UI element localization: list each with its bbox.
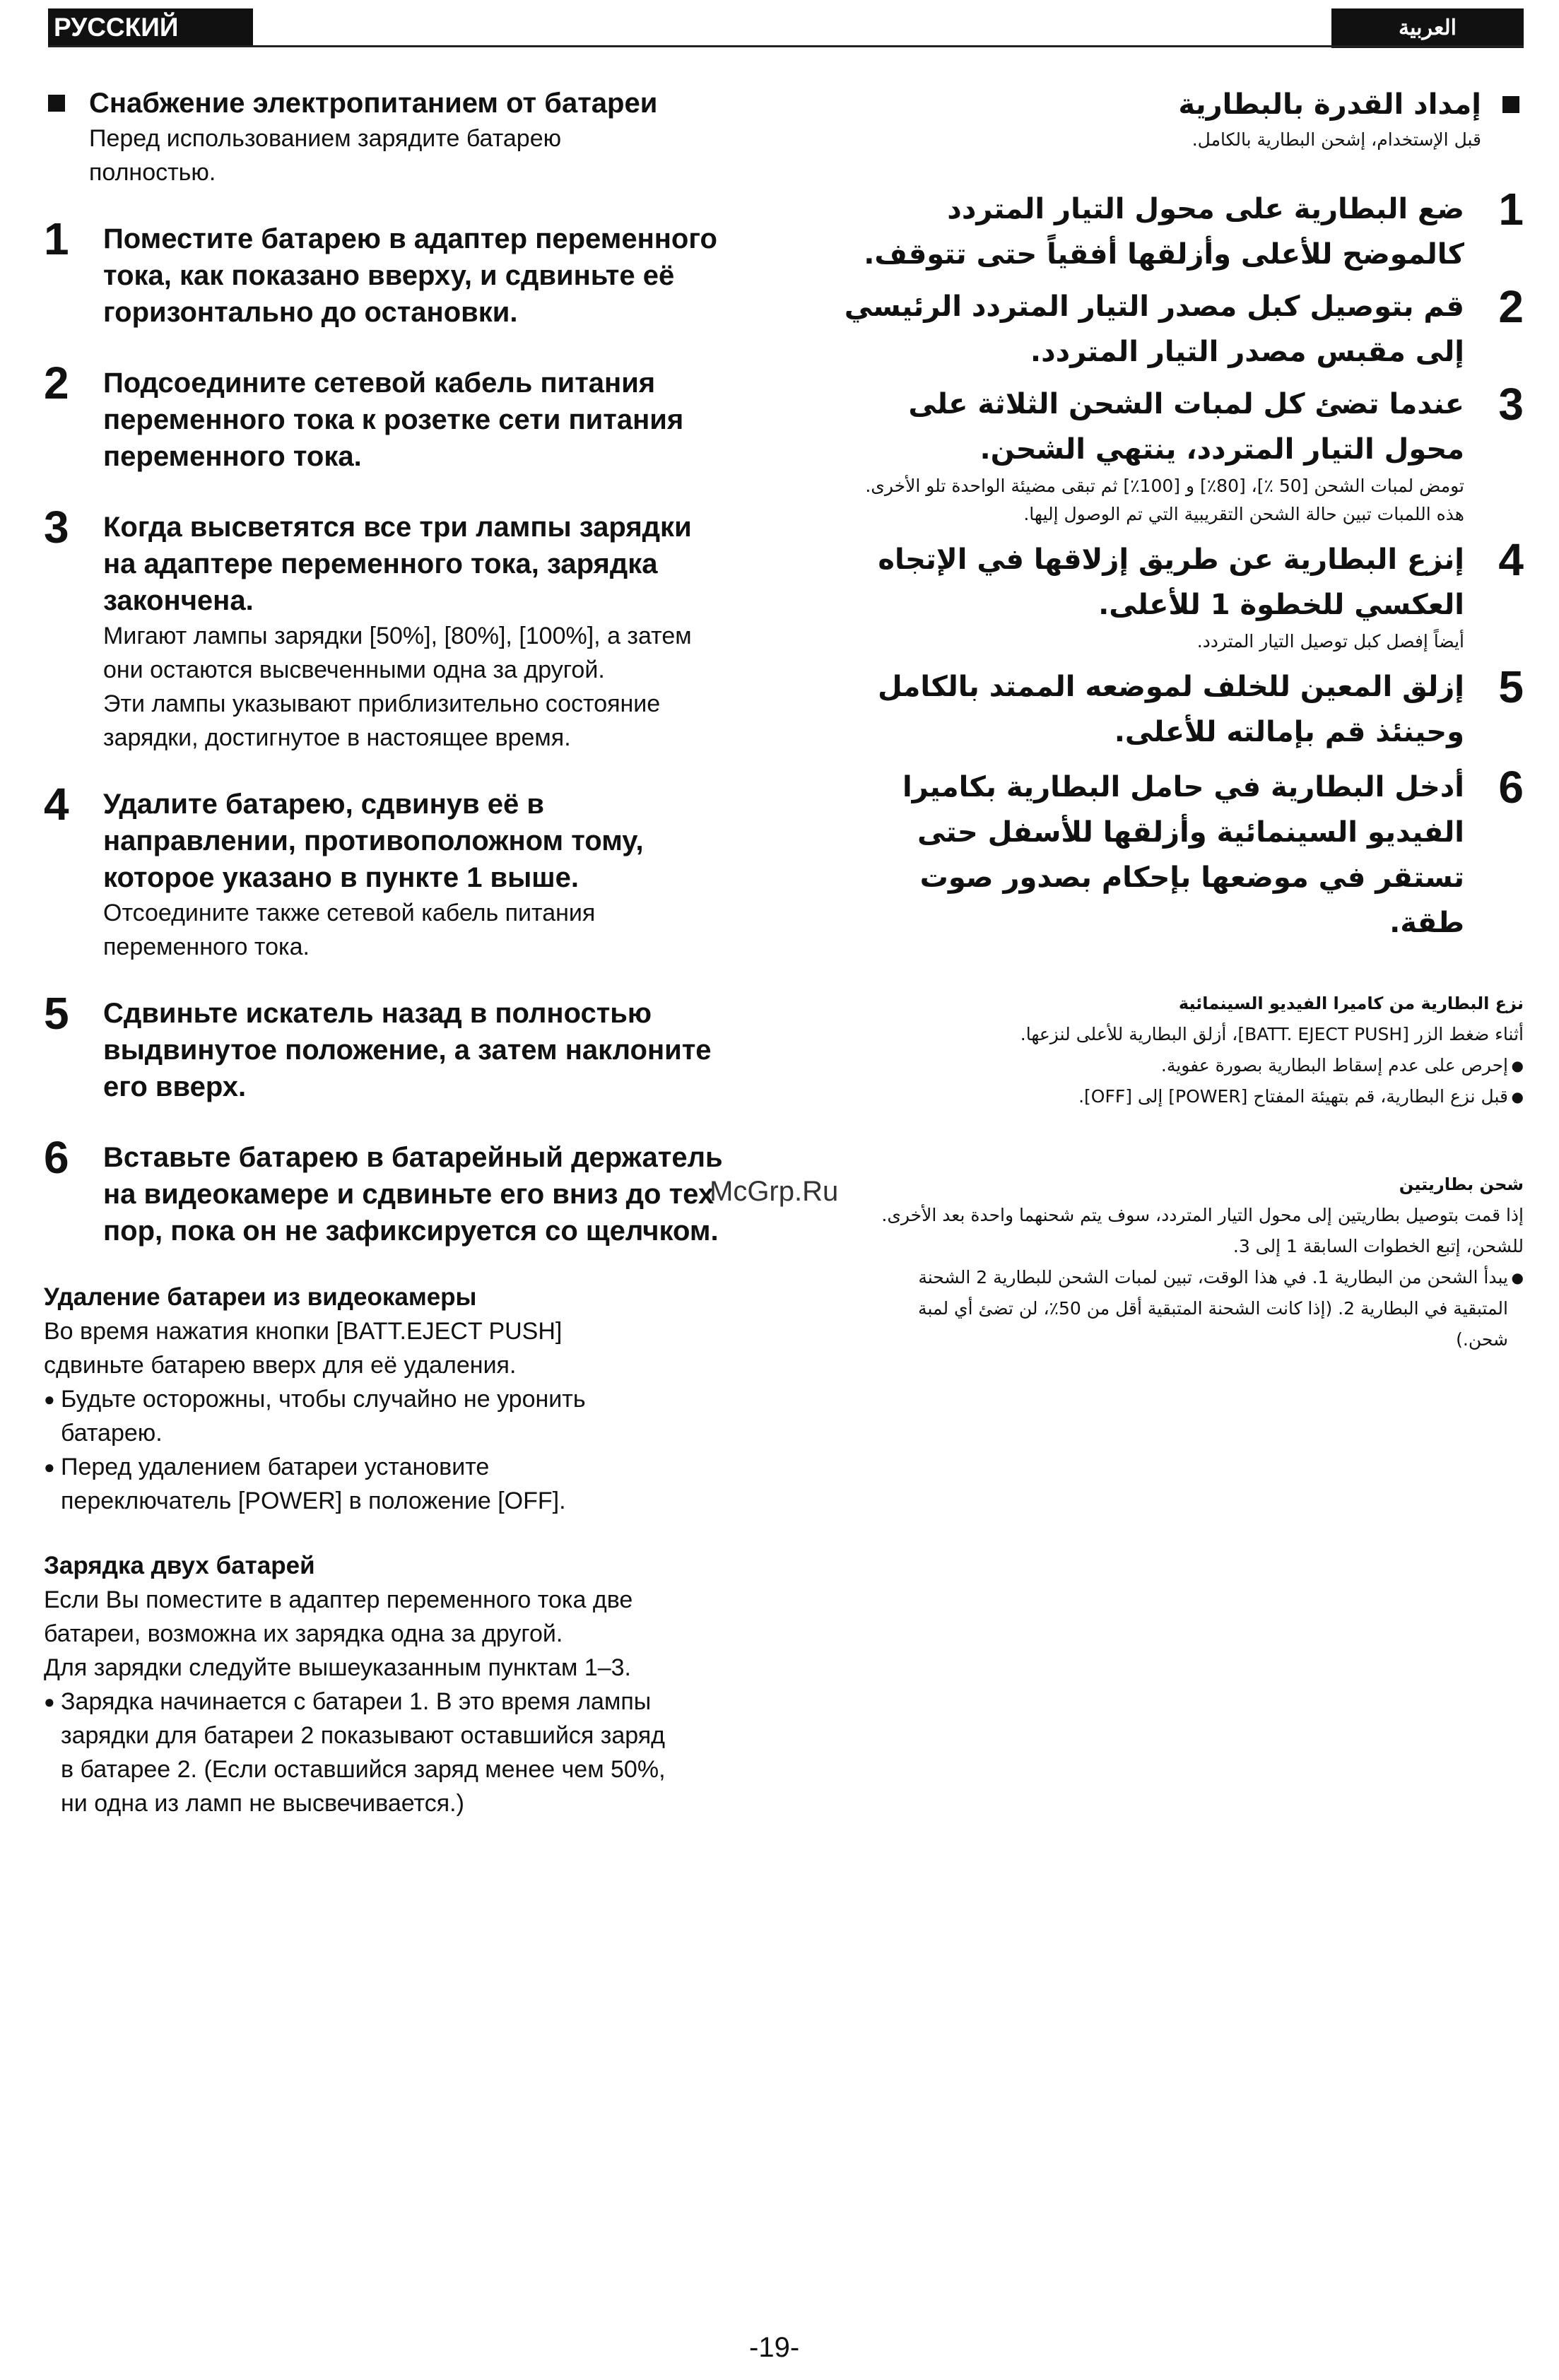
two-batteries-text: إذا قمت بتوصيل بطاريتين إلى محول التيار المتردد، سوف يتم شحنهما واحدة بعد الأخرى. — [881, 1205, 1524, 1225]
two-batteries-text: Для зарядки следуйте вышеуказанным пунктам 1–3. — [44, 1654, 631, 1681]
removal-bullet: ● إحرص على عدم إسقاط البطارية بصورة عفوية. — [841, 1050, 1524, 1081]
step-number: 4 — [44, 779, 69, 830]
two-batteries-text: Если Вы поместите в адаптер переменного тока две батареи, возможна их зарядка одна за другой. — [44, 1586, 633, 1647]
two-batteries-section — [873, 1169, 1524, 1355]
step-6 — [44, 1132, 751, 1249]
section-intro: Перед использованием зарядите батарею полностью. — [89, 125, 562, 186]
step-number: 1 — [1498, 184, 1524, 235]
section-title — [44, 85, 751, 122]
two-batteries-heading: Зарядка двух батарей — [44, 1552, 315, 1579]
step-title: إنزع البطارية عن طريق إزلاقها في الإتجاه العكسي للخطوة 1 للأعلى. — [878, 543, 1464, 621]
removal-text: أثناء ضغط الزر [BATT. EJECT PUSH]، أزلق البطارية للأعلى لنزعها. — [1020, 1024, 1524, 1044]
russian-column — [44, 85, 751, 1820]
section-title-text: إمداد القدرة بالبطارية — [1178, 88, 1481, 121]
step-note: Отсоедините также сетевой кабель питания переменного тока. — [103, 900, 596, 960]
step-number: 1 — [44, 213, 69, 264]
step-2 — [841, 281, 1524, 375]
section-title-text: Снабжение электропитанием от батареи — [89, 88, 658, 119]
step-title: Когда высветятся все три лампы зарядки на адаптере переменного тока, зарядка закончена. — [103, 512, 692, 616]
step-6 — [841, 762, 1524, 945]
step-number: 4 — [1498, 534, 1524, 585]
step-title: ضع البطارية على محول التيار المتردد كالموضح للأعلى وأزلقها أفقياً حتى تتوقف. — [864, 193, 1464, 271]
step-4 — [841, 534, 1524, 656]
step-title: عندما تضئ كل لمبات الشحن الثلاثة على محول التيار المتردد، ينتهي الشحن. — [908, 388, 1464, 466]
two-batteries-heading: شحن بطاريتين — [1399, 1174, 1524, 1194]
step-1 — [44, 213, 751, 331]
step-number: 5 — [1498, 661, 1524, 712]
step-number: 3 — [44, 502, 69, 553]
step-note: أيضاً إفصل كبل توصيل التيار المتردد. — [1196, 631, 1464, 652]
step-title: Вставьте батарею в батарейный держатель на видеокамере и сдвиньте его вниз до тех пор, пока он не зафиксируется со щелчком. — [103, 1142, 723, 1247]
step-number: 2 — [44, 358, 69, 408]
section-title — [841, 85, 1524, 124]
step-title: Удалите батарею, сдвинув её в направлении, противоположном тому, которое указано в пункте 1 выше. — [103, 789, 644, 893]
two-batteries-bullet: ● Зарядка начинается с батареи 1. В это время лампы зарядки для батареи 2 показывают оставшийся заряд в батарее 2. (Если оставшийся заряд менее чем 50%, ни одна из ламп не высвечивается.) — [44, 1685, 669, 1820]
header-rule — [48, 45, 1524, 47]
step-2 — [44, 358, 751, 475]
step-note: تومض لمبات الشحن [50 ٪]، [80٪] و [100٪] ثم تبقى مضيئة الواحدة تلو الأخرى. هذه اللمبات تبين حالة الشحن التقريبية التي تم الوصول إليها. — [865, 476, 1464, 524]
page-number: -19- — [749, 2332, 800, 2363]
step-title: Сдвиньте искатель назад в полностью выдвинутое положение, а затем наклоните его вверх. — [103, 998, 712, 1102]
watermark: McGrp.Ru — [710, 1176, 839, 1207]
step-number: 6 — [1498, 762, 1524, 813]
removal-section — [841, 988, 1524, 1112]
two-batteries-section — [44, 1549, 751, 1820]
arabic-column — [841, 85, 1524, 1355]
step-title: إزلق المعين للخلف لموضعه الممتد بالكامل وحينئذ قم بإمالته للأعلى. — [877, 671, 1464, 748]
step-title: قم بتوصيل كبل مصدر التيار المتردد الرئيسي إلى مقبس مصدر التيار المتردد. — [844, 290, 1464, 368]
step-note: Мигают лампы зарядки [50%], [80%], [100%], а затем они остаются высвеченными одна за другой. — [103, 623, 692, 683]
removal-text: Во время нажатия кнопки [BATT.EJECT PUSH] сдвиньте батарею вверх для её удаления. — [44, 1318, 563, 1379]
language-tab-russian: РУССКИЙ ЯЗЫК — [48, 8, 253, 47]
step-number: 5 — [44, 988, 69, 1039]
step-title: Поместите батарею в адаптер переменного тока, как показано вверху, и сдвиньте её горизонтально до остановки. — [103, 223, 717, 328]
step-number: 6 — [44, 1132, 69, 1183]
removal-bullet: ● Перед удалением батареи установите переключатель [POWER] в положение [OFF]. — [44, 1450, 654, 1518]
step-3 — [44, 502, 751, 755]
removal-section — [44, 1280, 751, 1518]
step-4 — [44, 779, 751, 964]
square-bullet-icon — [1502, 96, 1519, 113]
removal-heading: نزع البطارية من كاميرا الفيديو السينمائية — [1178, 994, 1524, 1013]
square-bullet-icon — [48, 95, 65, 112]
step-number: 2 — [1498, 281, 1524, 332]
step-number: 3 — [1498, 379, 1524, 430]
step-3 — [841, 379, 1524, 529]
section-intro: قبل الإستخدام، إشحن البطارية بالكامل. — [1192, 129, 1481, 150]
step-title: أدخل البطارية في حامل البطارية بكاميرا الفيديو السينمائية وأزلقها للأسفل حتى تستقر في موضعها بإحكام بصدور صوت طقة. — [902, 771, 1464, 939]
step-5 — [841, 661, 1524, 755]
step-note: Эти лампы указывают приблизительно состояние зарядки, достигнутое в настоящее время. — [103, 690, 661, 751]
step-5 — [44, 988, 751, 1105]
removal-heading: Удаление батареи из видеокамеры — [44, 1283, 477, 1311]
step-title: Подсоедините сетевой кабель питания переменного тока к розетке сети питания переменного тока. — [103, 367, 684, 472]
removal-bullet: ● Будьте осторожны, чтобы случайно не уронить батарею. — [44, 1382, 654, 1450]
step-1 — [841, 184, 1524, 277]
two-batteries-text: للشحن، إتبع الخطوات السابقة 1 إلى 3. — [1233, 1236, 1524, 1256]
two-batteries-bullet: ● يبدأ الشحن من البطارية 1. في هذا الوقت، تبين لمبات الشحن للبطارية 2 الشحنة المتبقية في البطارية 2. (إذا كانت الشحنة المتبقية أقل من 50٪، لن تضئ أي لمبة شحن.) — [873, 1262, 1524, 1355]
language-tab-arabic: العربية — [1331, 8, 1524, 48]
removal-bullet: ● قبل نزع البطارية، قم بتهيئة المفتاح [POWER] إلى [OFF]. — [841, 1081, 1524, 1112]
